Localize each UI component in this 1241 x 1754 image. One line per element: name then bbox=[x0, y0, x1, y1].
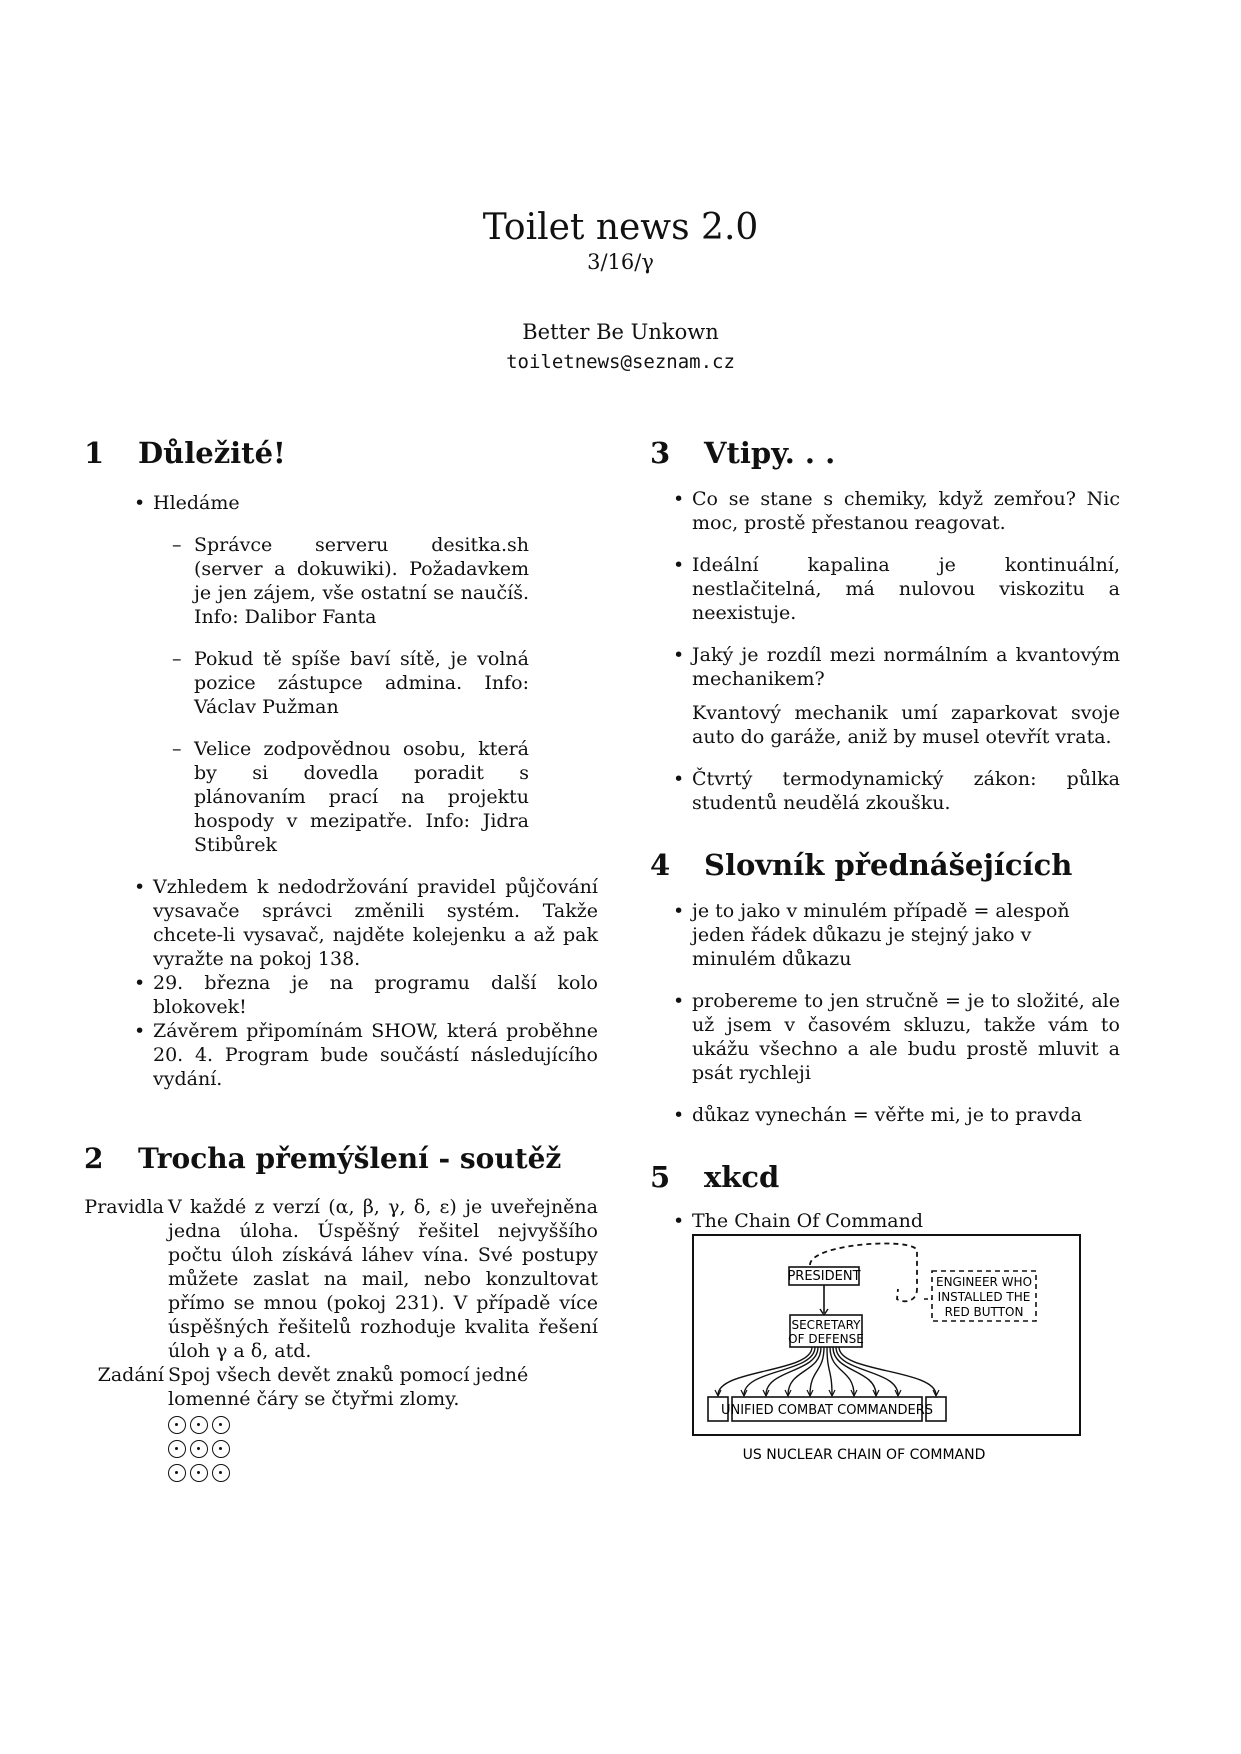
comic-caption: US NUCLEAR CHAIN OF COMMAND bbox=[742, 1447, 986, 1463]
section-3-list bbox=[692, 487, 1120, 815]
president-label: PRESIDENT bbox=[787, 1269, 861, 1284]
list-item: • Vzhledem k nedodržování pravidel půjčování vysavače správci změnili systém. Takže chcete-li vysavač, najděte kolejenku a až pak vyražte na pokoj 138. bbox=[153, 875, 598, 971]
task-label: Zadání bbox=[97, 1364, 164, 1386]
list-item: – Pokud tě spíše baví sítě, je volná pozice zástupce admina. Info: Václav Pužman bbox=[194, 647, 529, 719]
list-item: • Jaký je rozdíl mezi normálním a kvantovým mechanikem? Kvantový mechanik umí zaparkovat svoje auto do garáže, aniž by musel otevřít vrata. bbox=[692, 643, 1120, 749]
section-2-body bbox=[84, 1195, 598, 1485]
document-title: Toilet news 2.0 bbox=[482, 207, 759, 248]
task-text: Spoj všech devět znaků pomocí jedné lomenné čáry se čtyřmi zlomy. bbox=[168, 1364, 529, 1410]
command-arrow bbox=[718, 1347, 812, 1395]
dot-icon bbox=[212, 1440, 230, 1458]
dot-icon bbox=[168, 1440, 186, 1458]
document-email: toiletnews@seznam.cz bbox=[506, 351, 735, 373]
secretary-label-1: SECRETARY bbox=[791, 1318, 861, 1332]
engineer-label-3: RED BUTTON bbox=[944, 1305, 1024, 1319]
section-5-heading: 5 xkcd bbox=[650, 1160, 780, 1194]
list-item: • Čtvrtý termodynamický zákon: půlka studentů neudělá zkoušku. bbox=[692, 767, 1120, 815]
command-arrows bbox=[715, 1347, 939, 1396]
section-2-heading: 2 Trocha přemýšlení - soutěž bbox=[84, 1142, 562, 1175]
dot-icon bbox=[212, 1416, 230, 1434]
list-item: • Závěrem připomínám SHOW, která proběhne 20. 4. Program bude součástí následujícího vydání. bbox=[153, 1019, 598, 1091]
section-3-heading: 3 Vtipy. . . bbox=[650, 436, 836, 470]
dot-icon bbox=[212, 1464, 230, 1482]
list-item: • 29. března je na programu další kolo blokovek! bbox=[153, 971, 598, 1019]
chain-of-command-drawing bbox=[692, 1233, 1082, 1473]
left-column bbox=[84, 436, 598, 1485]
dot-icon bbox=[190, 1464, 208, 1482]
rules-text: V každé z verzí (α, β, γ, δ, ε) je uveřejněna jedna úloha. Úspěšný řešitel nejvyššího počtu úloh získává láhev vína. Své postupy můžete zaslat na mail, nebo konzultovat přímo se mnou (pokoj 231). V případě více úspěšných řešitelů rozhoduje kvalita řešení úloh γ a δ, atd. bbox=[168, 1196, 598, 1362]
rules-label: Pravidla bbox=[84, 1196, 164, 1218]
list-item: • je to jako v minulém případě = alespoň jeden řádek důkazu je stejný jako v minulém důkazu bbox=[692, 899, 1120, 971]
xkcd-comic bbox=[692, 1233, 1120, 1479]
document-author: Better Be Unkown bbox=[522, 320, 719, 344]
joke-answer: Kvantový mechanik umí zaparkovat svoje auto do garáže, aniž by musel otevřít vrata. bbox=[692, 702, 1120, 748]
section-5-list bbox=[692, 1209, 1120, 1479]
list-item: • Hledáme – Správce serveru desitka.sh (server a dokuwiki). Požadavkem je jen zájem, vše ostatní se naučíš. Info: Dalibor Fanta – Pokud tě spíše baví sítě, je volná pozice zástupce admina. Info: Václav Pužman – Velice zodpovědnou osobu, která by si dovedla poradit s plánovaním prací na projektu hospody v mezipatře. Info: Jidra Stibůrek bbox=[153, 491, 598, 857]
hledame-sublist bbox=[194, 533, 529, 857]
section-4-heading: 4 Slovník přednášejících bbox=[650, 848, 1073, 882]
rules-row bbox=[84, 1195, 598, 1363]
list-item: • Ideální kapalina je kontinuální, nestlačitelná, má nulovou viskozitu a neexistuje. bbox=[692, 553, 1120, 625]
secretary-label-2: OF DEFENSE bbox=[788, 1332, 864, 1346]
command-arrow bbox=[833, 1347, 876, 1395]
dot-icon bbox=[168, 1464, 186, 1482]
commanders-label: UNIFIED COMBAT COMMANDERS bbox=[720, 1403, 934, 1418]
document-date: 3/16/γ bbox=[587, 250, 654, 274]
task-row bbox=[97, 1363, 598, 1485]
dot-icon bbox=[190, 1440, 208, 1458]
section-1-heading: 1 Důležité! bbox=[84, 436, 286, 470]
section-4-list bbox=[692, 899, 1120, 1127]
list-item: • probereme to jen stručně = je to složité, ale už jsem v časovém skluzu, takže vám to ukážu všechno a ale budu prostě mluvit a psát rychleji bbox=[692, 989, 1120, 1085]
list-item: • důkaz vynechán = věřte mi, je to pravda bbox=[692, 1103, 1120, 1127]
engineer-label-1: ENGINEER WHO bbox=[935, 1275, 1033, 1289]
list-item: • The Chain Of Command PRESIDENT ENGINEER WHO INSTALLED THE RED BUTTON SECRETARY OF DEFENSE UNIFIED COMBAT COMMANDERS US NUCLEAR CHAIN OF COMMAND bbox=[692, 1209, 1120, 1479]
dot-icon bbox=[190, 1416, 208, 1434]
section-1-list bbox=[153, 491, 598, 1091]
nine-dots-puzzle bbox=[168, 1413, 598, 1485]
list-item: • Co se stane s chemiky, když zemřou? Nic moc, prostě přestanou reagovat. bbox=[692, 487, 1120, 535]
engineer-label-2: INSTALLED THE bbox=[937, 1290, 1031, 1304]
list-item: – Velice zodpovědnou osobu, která by si dovedla poradit s plánovaním prací na projektu hospody v mezipatře. Info: Jidra Stibůrek bbox=[194, 737, 529, 857]
right-column bbox=[650, 436, 1120, 1479]
list-item: – Správce serveru desitka.sh (server a dokuwiki). Požadavkem je jen zájem, vše ostatní se naučíš. Info: Dalibor Fanta bbox=[194, 533, 529, 629]
dot-icon bbox=[168, 1416, 186, 1434]
